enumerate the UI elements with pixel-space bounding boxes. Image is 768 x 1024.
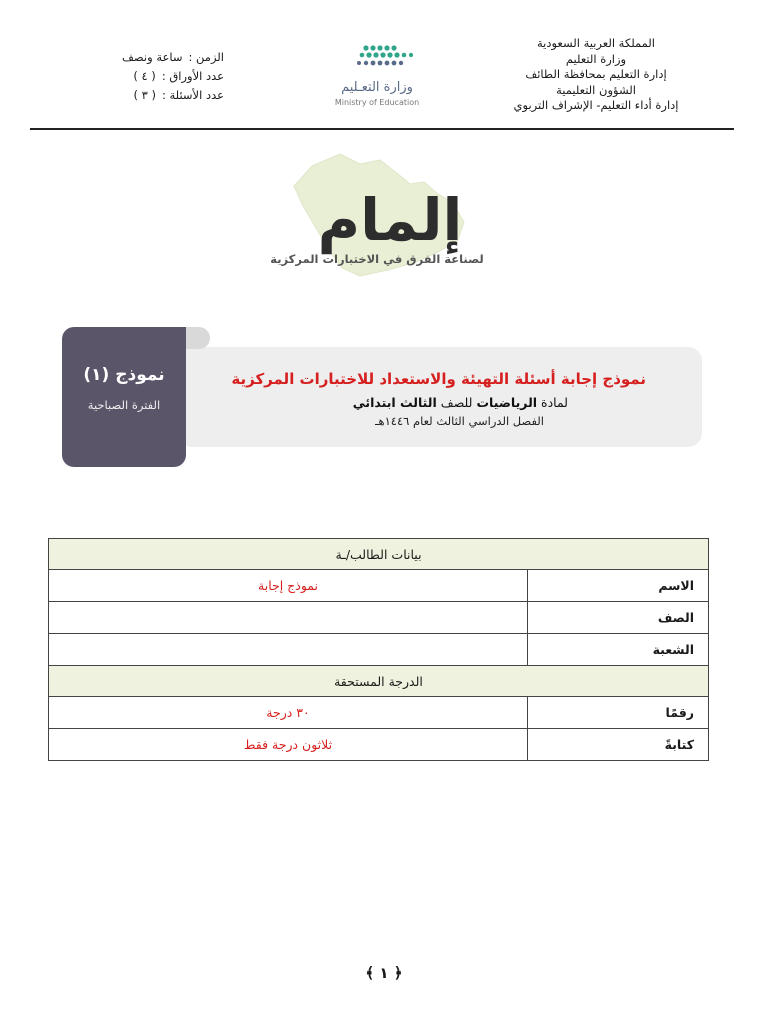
header-divider	[30, 128, 734, 130]
model-number: نموذج (١)	[83, 365, 165, 385]
grade-words-value[interactable]: ثلاثون درجة فقط	[49, 729, 528, 761]
questions-row	[64, 86, 224, 105]
pages-value: ( ٤ )	[133, 69, 156, 83]
pages-row	[64, 67, 224, 86]
header-line: الشؤون التعليمية	[556, 82, 636, 97]
banner-title: نموذج إجابة أسئلة التهيئة والاستعداد للاختبارات المركزية	[231, 370, 646, 388]
name-label: الاسم	[528, 570, 709, 602]
pages-label: عدد الأوراق :	[161, 69, 224, 83]
banner-term: الفصل الدراسي الثالث لعام ١٤٤٦هـ	[375, 414, 544, 428]
subject-prefix: لمادة	[541, 395, 568, 410]
header-line: إدارة التعليم بمحافظة الطائف	[525, 67, 667, 81]
questions-label: عدد الأسئلة :	[161, 88, 224, 102]
logo-english-text: Ministry of Education	[334, 98, 420, 107]
banner-subject-line	[208, 395, 568, 410]
section-label: الشعبة	[528, 634, 709, 666]
name-value[interactable]: نموذج إجابة	[49, 570, 528, 602]
student-info-table	[48, 538, 709, 761]
grade-words-label: كتابةً	[528, 729, 709, 761]
section-value[interactable]	[49, 634, 528, 666]
brand-tagline: لصناعة الفرق في الاختبارات المركزية	[270, 252, 484, 266]
logo-arabic-text: وزارة التعـليم	[341, 80, 413, 95]
table-row	[49, 729, 709, 761]
class-label: الصف	[528, 602, 709, 634]
grade-digits-label: رقمًا	[528, 697, 709, 729]
institution-header	[486, 36, 706, 114]
table-row	[49, 697, 709, 729]
page-number: ﴿ ١ ﴾	[365, 964, 403, 982]
grade-name: الثالث ابتدائي	[352, 395, 437, 410]
time-row	[64, 48, 224, 67]
grade-header: الدرجة المستحقة	[49, 666, 709, 697]
table-row	[49, 634, 709, 666]
header-line: وزارة التعليم	[565, 51, 627, 66]
table-row	[49, 570, 709, 602]
time-value: ساعة ونصف	[122, 50, 183, 64]
exam-meta	[64, 48, 224, 105]
header-line: إدارة أداء التعليم- الإشراف التربوي	[513, 98, 679, 112]
header-line: المملكة العربية السعودية	[537, 36, 655, 50]
subject-name: الرياضيات	[476, 395, 538, 410]
grade-prefix: للصف	[440, 395, 473, 410]
class-value[interactable]	[49, 602, 528, 634]
grade-digits-value[interactable]: ٣٠ درجة	[49, 697, 528, 729]
questions-value: ( ٣ )	[133, 88, 156, 102]
student-data-header: بيانات الطالب/ـة	[49, 539, 709, 570]
brand-wordmark: إلمام	[317, 186, 463, 254]
model-tab	[62, 327, 186, 467]
table-row	[49, 602, 709, 634]
session-period: الفترة الصباحية	[87, 398, 161, 412]
time-label: الزمن :	[188, 50, 224, 64]
